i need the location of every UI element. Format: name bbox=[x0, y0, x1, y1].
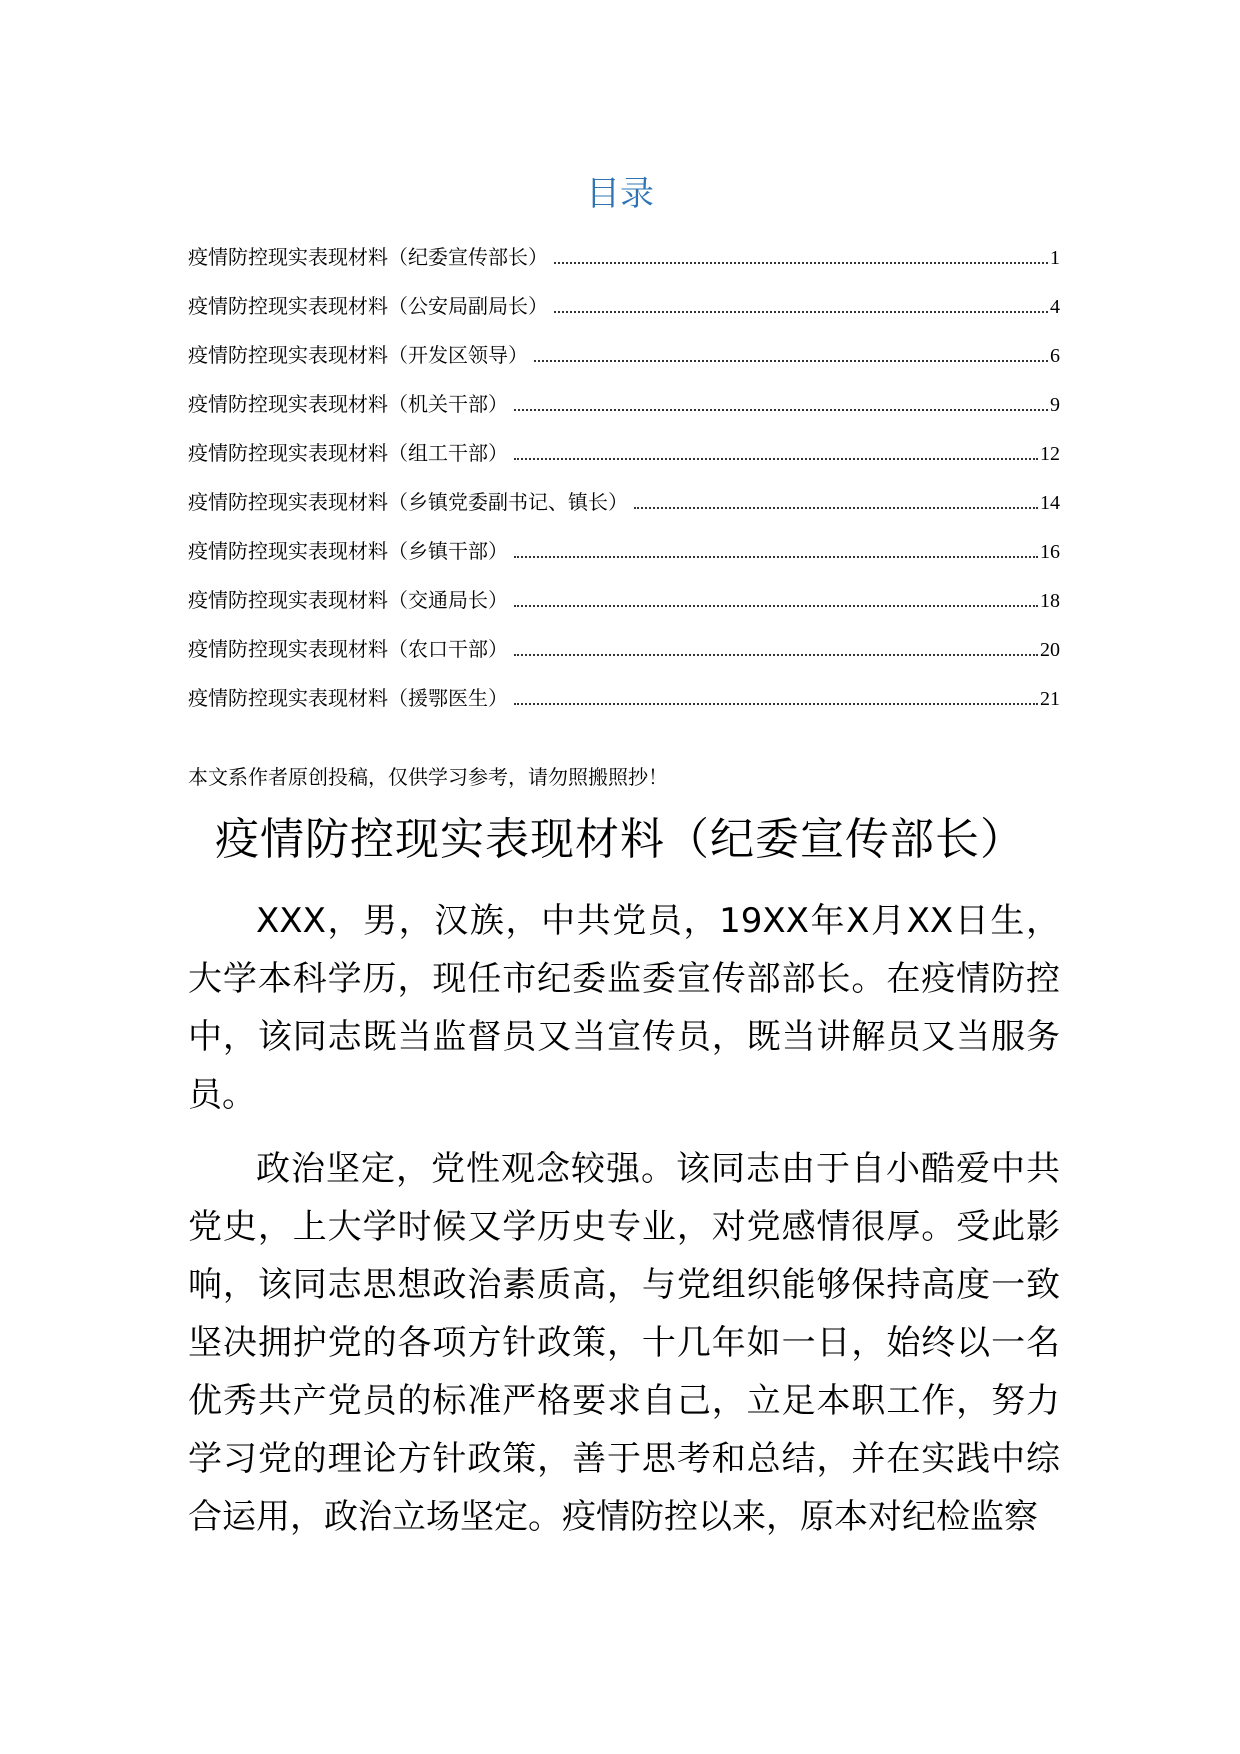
toc-entry-text: 疫情防控现实表现材料（纪委宣传部长） bbox=[188, 245, 548, 269]
toc-entry-text: 疫情防控现实表现材料（组工干部） bbox=[188, 441, 508, 465]
toc-leader-dots bbox=[554, 293, 1048, 313]
toc-entry-text: 疫情防控现实表现材料（交通局长） bbox=[188, 588, 508, 612]
toc-leader-dots bbox=[514, 685, 1038, 705]
toc-entry-text: 疫情防控现实表现材料（乡镇干部） bbox=[188, 539, 508, 563]
toc-entry[interactable] bbox=[188, 439, 1060, 488]
body-paragraph: 政治坚定，党性观念较强。该同志由于自小酷爱中共党史，上大学时候又学历史专业，对党感情很厚。受此影响，该同志思想政治素质高，与党组织能够保持高度一致坚决拥护党的各项方针政策，十几年如一日，始终以一名优秀共产党员的标准严格要求自己，立足本职工作，努力学习党的理论方针政策，善于思考和总结，并在实践中综合运用，政治立场坚定。疫情防控以来，原本对纪检监察 bbox=[188, 1149, 1060, 1537]
toc-entry[interactable] bbox=[188, 292, 1060, 341]
toc-leader-dots bbox=[634, 489, 1038, 509]
toc-entry-page: 21 bbox=[1040, 688, 1060, 710]
toc-entry[interactable] bbox=[188, 390, 1060, 439]
toc-entry[interactable] bbox=[188, 635, 1060, 684]
toc-entry-text: 疫情防控现实表现材料（援鄂医生） bbox=[188, 686, 508, 710]
toc-leader-dots bbox=[514, 538, 1038, 558]
toc-entry-page: 1 bbox=[1050, 247, 1060, 269]
copyright-notice: 本文系作者原创投稿，仅供学习参考，请勿照搬照抄！ bbox=[188, 765, 668, 789]
toc-entry-text: 疫情防控现实表现材料（农口干部） bbox=[188, 637, 508, 661]
toc-entry-page: 12 bbox=[1040, 443, 1060, 465]
toc-entry-text: 疫情防控现实表现材料（乡镇党委副书记、镇长） bbox=[188, 490, 628, 514]
toc-leader-dots bbox=[514, 391, 1048, 411]
toc-leader-dots bbox=[534, 342, 1048, 362]
toc-leader-dots bbox=[514, 587, 1038, 607]
toc-entry-text: 疫情防控现实表现材料（开发区领导） bbox=[188, 343, 528, 367]
toc-entry-page: 9 bbox=[1050, 394, 1060, 416]
toc-entry[interactable] bbox=[188, 243, 1060, 292]
toc-entry-page: 6 bbox=[1050, 345, 1060, 367]
toc-entry-page: 16 bbox=[1040, 541, 1060, 563]
toc-leader-dots bbox=[554, 244, 1048, 264]
toc-entry[interactable] bbox=[188, 586, 1060, 635]
toc-entry[interactable] bbox=[188, 684, 1060, 733]
toc-leader-dots bbox=[514, 440, 1038, 460]
toc-entry[interactable] bbox=[188, 488, 1060, 537]
document-title: 疫情防控现实表现材料（纪委宣传部长） bbox=[215, 814, 1025, 865]
body-paragraph: XXX，男，汉族，中共党员，19XX年X月XX日生，大学本科学历，现任市纪委监委宣传部部长。在疫情防控中，该同志既当监督员又当宣传员，既当讲解员又当服务员。 bbox=[188, 901, 1060, 1115]
toc-leader-dots bbox=[514, 636, 1038, 656]
table-of-contents bbox=[188, 243, 1060, 733]
toc-entry-page: 14 bbox=[1040, 492, 1060, 514]
toc-title: 目录 bbox=[586, 174, 654, 214]
toc-entry[interactable] bbox=[188, 341, 1060, 390]
toc-entry-text: 疫情防控现实表现材料（机关干部） bbox=[188, 392, 508, 416]
toc-entry-page: 4 bbox=[1050, 296, 1060, 318]
toc-entry-page: 20 bbox=[1040, 639, 1060, 661]
toc-entry-text: 疫情防控现实表现材料（公安局副局长） bbox=[188, 294, 548, 318]
toc-entry-page: 18 bbox=[1040, 590, 1060, 612]
toc-entry[interactable] bbox=[188, 537, 1060, 586]
